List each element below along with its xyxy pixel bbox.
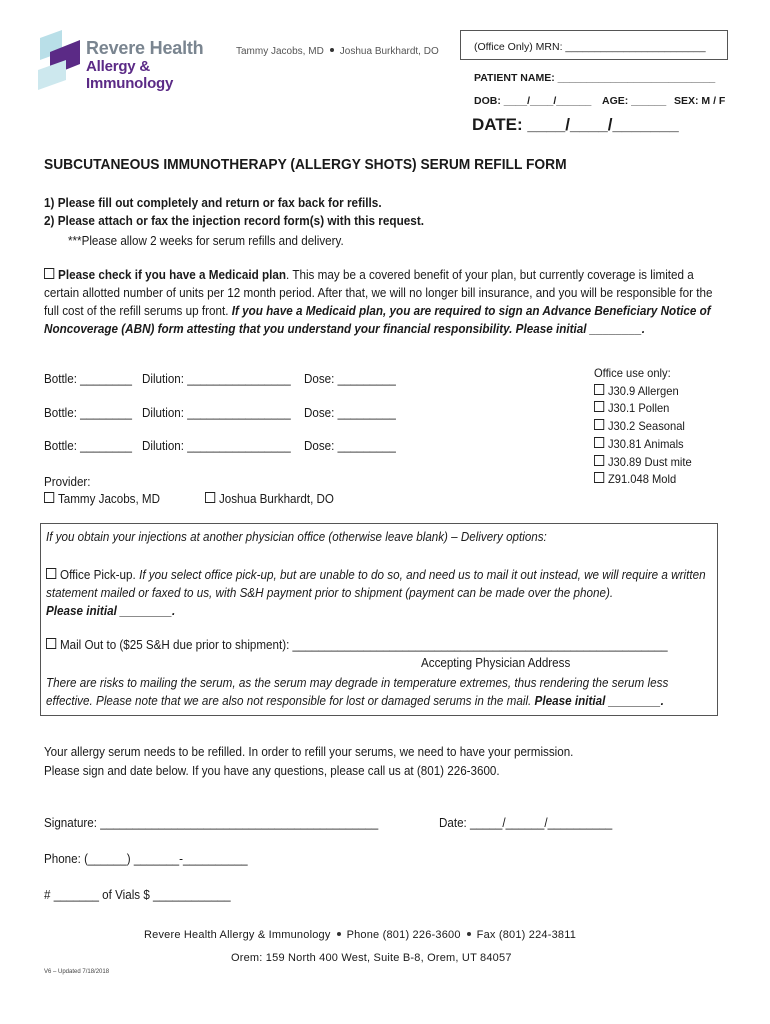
version-note: V6 – Updated 7/18/2018 xyxy=(44,969,110,975)
code-checkbox[interactable] xyxy=(594,455,604,466)
dilution-field-1[interactable]: Dilution: ________________ xyxy=(142,372,291,386)
bottle-field-2[interactable]: Bottle: ________ xyxy=(44,406,132,420)
dose-field-2[interactable]: Dose: _________ xyxy=(304,406,396,420)
medicaid-abn-text: If you have a Medicaid plan, you are required to sign an Advance Beneficiary Notice of Noncoverage (ABN) form attesting that you understand your financial responsibility. Please initial ________. xyxy=(44,304,711,336)
provider-checkbox-2[interactable] xyxy=(205,492,215,503)
code-label: J30.89 Dust mite xyxy=(607,454,692,469)
dose-field-1[interactable]: Dose: _________ xyxy=(304,372,396,386)
instruction-3: ***Please allow 2 weeks for serum refills and delivery. xyxy=(68,234,344,248)
footer-org: Revere Health Allergy & Immunology xyxy=(144,929,331,941)
footer-fax: Fax (801) 224-3811 xyxy=(476,929,577,941)
provider-option-2-label: Joshua Burkhardt, DO xyxy=(218,492,334,506)
bottle-field-3[interactable]: Bottle: ________ xyxy=(44,439,132,453)
bullet-icon xyxy=(330,48,334,52)
bottle-field-1[interactable]: Bottle: ________ xyxy=(44,372,132,386)
doctor-2: Joshua Burkhardt, DO xyxy=(339,46,439,57)
logo-mark-icon xyxy=(36,30,84,92)
doctor-1: Tammy Jacobs, MD xyxy=(236,46,324,57)
provider-option-1-label: Tammy Jacobs, MD xyxy=(57,492,161,506)
vials-field[interactable]: # _______ of Vials $ ____________ xyxy=(44,888,231,902)
logo-name: Revere Health xyxy=(86,38,204,58)
footer-phone: Phone (801) 226-3600 xyxy=(346,929,461,941)
delivery-intro: If you obtain your injections at another physician office (otherwise leave blank) – Delivery options: xyxy=(46,530,547,544)
provider-checkbox-1[interactable] xyxy=(44,492,54,503)
code-row[interactable] xyxy=(594,400,692,418)
code-label: J30.81 Animals xyxy=(607,436,684,451)
sex-field[interactable]: SEX: M / F xyxy=(674,95,726,107)
patient-name-field[interactable]: PATIENT NAME: ___________________________ xyxy=(474,72,716,84)
mail-out-option[interactable] xyxy=(46,638,668,652)
dose-field-3[interactable]: Dose: _________ xyxy=(304,439,396,453)
code-checkbox[interactable] xyxy=(594,419,604,430)
signature-date-field[interactable]: Date: _____/______/__________ xyxy=(439,816,613,830)
mail-out-checkbox[interactable] xyxy=(46,638,56,649)
phone-field[interactable]: Phone: (______) _______-__________ xyxy=(44,852,248,866)
code-label: J30.9 Allergen xyxy=(607,383,679,398)
office-use-title: Office use only: xyxy=(594,366,671,380)
provider-label: Provider: xyxy=(44,475,91,489)
pickup-text: If you select office pick-up, but are unable to do so, and need us to mail it out instead, we will require a written statement mailed or faxed to us, with S&H payment prior to shipment (payment can be made over the phone). xyxy=(46,568,706,600)
code-label: J30.2 Seasonal xyxy=(607,419,685,434)
code-label: Z91.048 Mold xyxy=(607,472,677,487)
code-row[interactable] xyxy=(594,471,692,489)
office-use-block xyxy=(594,365,692,489)
provider-option-1[interactable] xyxy=(44,492,160,506)
medicaid-paragraph xyxy=(44,266,717,338)
age-field[interactable]: AGE: ______ xyxy=(602,95,667,107)
code-row[interactable] xyxy=(594,418,692,436)
footer-address: Orem: 159 North 400 West, Suite B-8, Orem, UT 84057 xyxy=(231,952,512,964)
medicaid-checkbox[interactable] xyxy=(44,268,54,279)
code-checkbox[interactable] xyxy=(594,472,604,483)
code-row[interactable] xyxy=(594,454,692,472)
dob-field[interactable]: DOB: ____/____/______ xyxy=(474,95,592,107)
instruction-2: 2) Please attach or fax the injection record form(s) with this request. xyxy=(44,214,425,228)
pickup-checkbox[interactable] xyxy=(46,568,56,579)
pickup-label: Office Pick-up. xyxy=(60,568,136,582)
code-checkbox[interactable] xyxy=(594,437,604,448)
address-caption: Accepting Physician Address xyxy=(421,656,571,670)
code-checkbox[interactable] xyxy=(594,401,604,412)
form-title: SUBCUTANEOUS IMMUNOTHERAPY (ALLERGY SHOTS) SERUM REFILL FORM xyxy=(44,156,567,173)
risk-text: There are risks to mailing the serum, as the serum may degrade in temperature extremes, thus rendering the serum less effective. Please note that we are also not responsible for lost or damaged serums in the mail. xyxy=(46,676,669,708)
dilution-field-3[interactable]: Dilution: ________________ xyxy=(142,439,291,453)
pickup-paragraph xyxy=(46,566,715,620)
code-label: J30.1 Pollen xyxy=(607,401,670,416)
logo-department: Allergy & Immunology xyxy=(86,58,174,92)
permission-line-2: Please sign and date below. If you have any questions, please call us at (801) 226-3600. xyxy=(44,764,500,778)
signature-field[interactable]: Signature: ___________________________________________ xyxy=(44,816,379,830)
pickup-initial: Please initial ________. xyxy=(46,604,176,618)
code-checkbox[interactable] xyxy=(594,384,604,395)
bullet-icon xyxy=(337,932,341,936)
date-field[interactable]: DATE: ____/____/_______ xyxy=(472,115,679,134)
mrn-field[interactable]: (Office Only) MRN: ________________________ xyxy=(474,41,706,53)
medicaid-label: Please check if you have a Medicaid plan xyxy=(58,268,287,282)
permission-line-1: Your allergy serum needs to be refilled. In order to refill your serums, we need to have your permission. xyxy=(44,745,574,759)
revere-health-logo xyxy=(36,30,236,92)
code-row[interactable] xyxy=(594,383,692,401)
dilution-field-2[interactable]: Dilution: ________________ xyxy=(142,406,291,420)
code-row[interactable] xyxy=(594,436,692,454)
footer-contact xyxy=(144,929,576,941)
risk-paragraph xyxy=(46,674,715,710)
risk-initial: Please initial ________. xyxy=(534,694,664,708)
instruction-1: 1) Please fill out completely and return or fax back for refills. xyxy=(44,196,382,210)
bullet-icon xyxy=(467,932,471,936)
medicaid-text: . This may be a covered benefit of your plan, but currently coverage is limited a certain allotted number of units per 12 month period. After that, we will no longer bill insurance, and you will be responsible for the full cost of the refill serums up front. xyxy=(44,268,713,318)
provider-option-2[interactable] xyxy=(205,492,334,506)
header-doctors xyxy=(236,46,439,57)
mail-out-label: Mail Out to ($25 S&H due prior to shipment): __________________________________________________________ xyxy=(59,638,668,652)
